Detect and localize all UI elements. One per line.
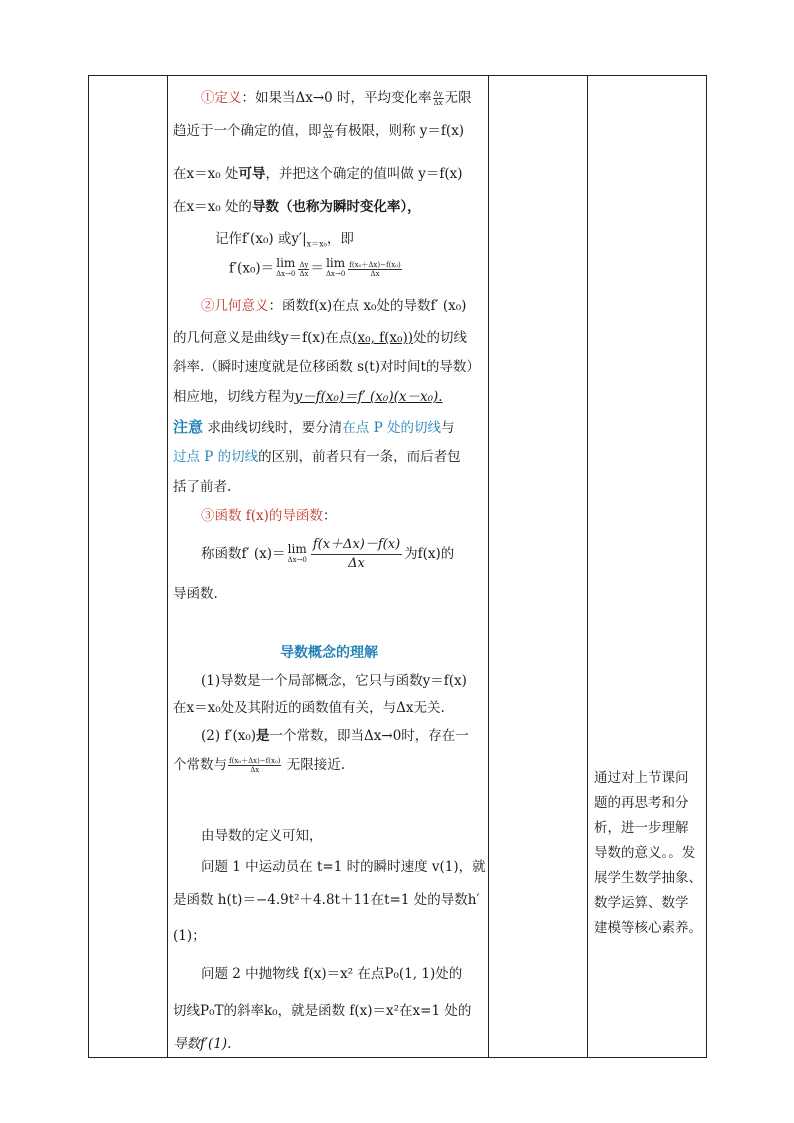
formula-text: 为f(x)的 — [404, 546, 455, 562]
fraction-denominator: Δx — [370, 269, 380, 278]
example-q1-line-3 — [173, 926, 206, 946]
geometric-label: ②几何意义 — [201, 298, 269, 314]
example-text: 导数f′(1). — [173, 1036, 232, 1052]
example-text: 问题 1 中运动员在 t=1 时的瞬时速度 v(1)，就 — [201, 859, 486, 875]
keyword-is: 是 — [256, 728, 270, 744]
note-text: 的区别，前者只有一条，而后者包 — [258, 449, 461, 465]
title-colon: ： — [322, 508, 337, 524]
example-intro — [201, 826, 323, 846]
note-text: 与 — [440, 420, 455, 436]
example-q2-line-2 — [173, 1001, 471, 1021]
limit-operator — [276, 258, 295, 280]
geometric-text: 相应地，切线方程为 — [173, 389, 295, 405]
definition-label: ①定义 — [201, 90, 242, 106]
fraction-denominator: Δx — [433, 99, 443, 107]
understanding-point-1-cont — [173, 698, 445, 718]
difference-quotient-fraction — [228, 757, 281, 774]
example-text: 由导数的定义可知， — [201, 828, 323, 844]
understanding-point-2-cont — [173, 755, 345, 775]
note-label: 注意 — [173, 418, 204, 436]
note-line-3 — [173, 477, 231, 497]
geometric-line-1 — [201, 296, 466, 316]
lim-text: lim — [276, 256, 296, 270]
derivative-function-formula — [201, 536, 454, 573]
definition-text: ，并把这个确定的值叫做 y＝f(x) — [265, 166, 463, 182]
derivative-function-end — [173, 584, 218, 604]
note-highlight: 过点 P 的切线 — [173, 449, 259, 465]
definition-line-2 — [173, 121, 464, 141]
definition-notation-line — [215, 229, 354, 255]
dy-dx-fraction — [433, 90, 444, 107]
lim-subscript: Δx→0 — [325, 270, 346, 278]
fraction-numerator: f(x₀＋Δx)−f(x₀) — [229, 757, 281, 765]
understanding-text: 一个常数，即当Δx→0时，存在一 — [269, 728, 469, 744]
design-intent-line: 建模等核心素养。 — [594, 920, 702, 936]
point-coordinates: (x₀, f(x₀)) — [352, 330, 413, 346]
understanding-point-1 — [201, 671, 467, 691]
fraction-denominator: Δx — [299, 269, 309, 278]
understanding-text: (1)导数是一个局部概念，它只与函数y＝f(x) — [201, 673, 467, 689]
example-q1-line-1 — [201, 857, 486, 877]
notation-text-end: ，即 — [326, 231, 354, 247]
understanding-text: 在x＝x₀处及其附近的函数值有关，与Δx无关. — [173, 700, 445, 716]
example-text: (1)； — [173, 928, 206, 944]
dy-dx-fraction — [298, 261, 309, 278]
keyword-derivative: 导数 — [251, 199, 279, 215]
example-text: 切线P₀T的斜率k₀，就是函数 f(x)＝x²在x=1 处的 — [173, 1003, 472, 1019]
fraction-numerator: f(x＋Δx)－f(x) — [311, 536, 402, 555]
column-divider-1 — [167, 75, 168, 1058]
tangent-equation: y－f(x₀)＝f′ (x₀)(x－x₀). — [294, 389, 443, 405]
geometric-line-3 — [173, 357, 480, 377]
fraction-numerator: Δy — [299, 260, 309, 269]
definition-text: （也称为 — [278, 199, 333, 215]
example-text: 问题 2 中抛物线 f(x)＝x² 在点P₀(1, 1)处的 — [201, 966, 463, 982]
lim-subscript: Δx→0 — [276, 270, 296, 278]
note-line-1 — [173, 417, 454, 438]
definition-text: 趋近于一个确定的值，即 — [173, 123, 322, 139]
formula-lhs: 称函数f′ (x)＝ — [201, 546, 286, 562]
limit-operator — [326, 258, 345, 280]
geometric-text: ：函数f(x)在点 x₀处的导数f′ (x₀) — [268, 298, 467, 314]
fraction-numerator: f(x₀＋Δx)−f(x₀) — [349, 260, 401, 269]
notation-text: 记作f′(x₀) 或y′| — [215, 231, 307, 247]
definition-line-3 — [173, 164, 463, 184]
design-intent-line: 数学运算、数学 — [594, 895, 689, 911]
definition-text: ：如果当Δx→0 时，平均变化率 — [241, 90, 432, 106]
fraction-numerator: Δy — [433, 90, 443, 98]
fraction-denominator: Δx — [348, 556, 365, 571]
design-intent-line: 通过对上节课问 — [594, 770, 689, 786]
example-q1-line-2 — [173, 890, 480, 910]
understanding-point-2 — [201, 726, 469, 746]
understanding-text: 无限接近. — [282, 757, 346, 773]
definition-text-end: 无限 — [444, 90, 472, 106]
definition-formula — [229, 258, 403, 280]
note-text: 括了前者. — [173, 479, 232, 495]
definition-line-1 — [201, 88, 472, 108]
section-heading: 导数概念的理解 — [280, 645, 378, 661]
design-intent-line: 展学生数学抽象、 — [594, 870, 702, 886]
example-text: 是函数 h(t)＝−4.9t²＋4.8t＋11在t=1 处的导数h′ — [173, 892, 480, 908]
geometric-line-2 — [173, 328, 467, 348]
design-intent-line: 题的再思考和分 — [594, 795, 689, 811]
fraction-denominator: Δx — [323, 132, 333, 140]
difference-quotient-fraction — [348, 261, 401, 278]
design-intent-line: 导数的意义。。发 — [594, 845, 696, 861]
column-divider-3 — [587, 75, 588, 1058]
note-highlight: 在点 P 处的切线 — [342, 420, 441, 436]
geometric-text: 处的切线 — [412, 330, 467, 346]
definition-text: ）， — [400, 199, 421, 215]
note-line-2 — [173, 447, 461, 467]
note-text: 求曲线切线时，要分清 — [207, 420, 343, 436]
formula-equals: ＝ — [310, 260, 324, 277]
limit-operator — [287, 541, 307, 566]
keyword-instant-rate: 瞬时变化率 — [332, 199, 401, 215]
example-q2-line-1 — [201, 964, 462, 984]
geometric-text: 的几何意义是曲线y＝f(x)在点 — [173, 330, 353, 346]
definition-text: 在x＝x₀ 处的 — [173, 199, 252, 215]
design-intent-column — [594, 766, 704, 941]
understanding-text: 个常数与 — [173, 757, 227, 773]
lim-subscript: Δx→0 — [287, 555, 307, 564]
geometric-line-4 — [173, 387, 443, 407]
definition-text: 在x＝x₀ 处 — [173, 166, 239, 182]
geometric-text: 斜率.（瞬时速度就是位移函数 s(t)对时间t的导数） — [173, 359, 480, 375]
formula-text: 导函数. — [173, 586, 218, 602]
lim-text: lim — [287, 541, 307, 556]
notation-subscript: x＝x₀ — [306, 239, 327, 249]
fraction-denominator: Δx — [250, 766, 260, 774]
dy-dx-fraction — [323, 123, 334, 140]
example-q2-line-3 — [173, 1034, 231, 1054]
column-divider-2 — [488, 75, 489, 1058]
definition-line-4 — [173, 197, 421, 217]
derivative-fraction — [311, 536, 402, 573]
fraction-numerator: Δy — [323, 123, 333, 131]
design-intent-line: 析，进一步理解 — [594, 820, 689, 836]
keyword-differentiable: 可导 — [238, 166, 266, 182]
formula-lhs: f′(x₀)＝ — [229, 260, 275, 277]
derivative-function-label: ③函数 f(x)的导函数 — [201, 508, 323, 524]
lim-text: lim — [326, 256, 346, 270]
derivative-function-title — [201, 506, 336, 526]
definition-text: 有极限，则称 y＝f(x) — [334, 123, 465, 139]
understanding-text: (2) f′(x₀) — [201, 728, 257, 744]
